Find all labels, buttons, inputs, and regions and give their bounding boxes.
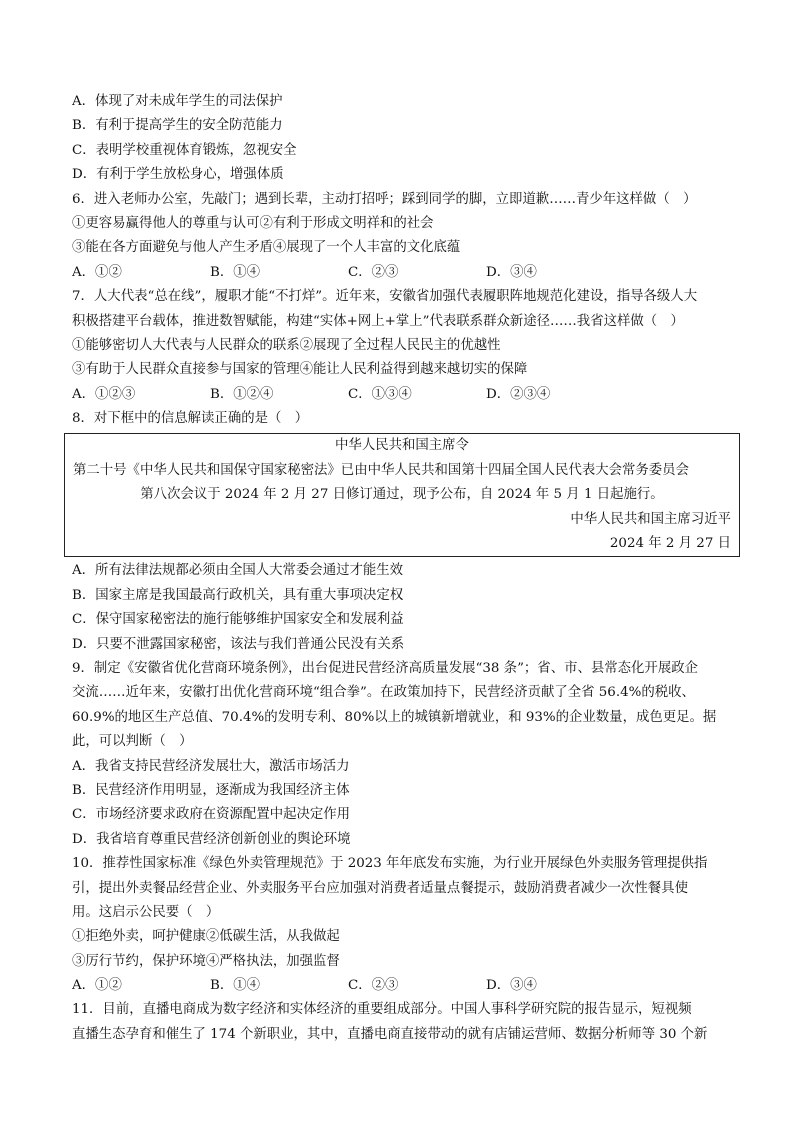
statement-line: ①拒绝外卖，呵护健康②低碳生活，从我做起 xyxy=(72,929,340,945)
answer-options xyxy=(72,261,732,285)
question-stem: 交流……近年来，安徽打出优化营商环境“组合拳”。在政策加持下，民营经济贡献了全省 56.4%的税收、 xyxy=(72,685,695,701)
question-stem: 用。这启示公民要（ ） xyxy=(72,904,220,920)
question-stem: 8．对下框中的信息解读正确的是（ ） xyxy=(72,411,309,427)
option-d: D．③④ xyxy=(486,264,537,280)
option-line: D．我省培育尊重民营经济创新创业的舆论环境 xyxy=(72,831,351,847)
statement-line: ①更容易赢得他人的尊重与认可②有利于形成文明祥和的社会 xyxy=(72,215,434,231)
option-a: A．①② xyxy=(72,978,122,994)
question-stem: 11．目前，直播电商成为数字经济和实体经济的重要组成部分。中国人事科学研究院的报告显示，短视频 xyxy=(72,1002,692,1018)
decree-date: 2024 年 2 月 27 日 xyxy=(609,536,731,552)
question-stem: 引，提出外卖餐品经营企业、外卖服务平台应加强对消费者适量点餐提示，鼓励消费者减少一次性餐具使 xyxy=(72,880,688,896)
question-stem: 9．制定《安徽省优化营商环境条例》，出台促进民营经济高质量发展“38 条”；省、市、县常态化开展政企 xyxy=(72,660,698,676)
statement-line: ①能够密切人大代表与人民群众的联系②展现了全过程人民民主的优越性 xyxy=(72,337,501,353)
question-stem: 60.9%的地区生产总值、70.4%的发明专利、80%以上的城镇新增就业，和 93%的企业数量，成色更足。据 xyxy=(72,709,717,725)
decree-title: 中华人民共和国主席令 xyxy=(335,438,469,454)
decree-text: 第二十号《中华人民共和国保守国家秘密法》已由中华人民共和国第十四届全国人民代表大会常务委员会 xyxy=(73,462,689,478)
option-line: C．保守国家秘密法的施行能够维护国家安全和发展利益 xyxy=(72,612,404,628)
option-line: B．有利于提高学生的安全防范能力 xyxy=(72,118,283,134)
question-5-options xyxy=(72,90,732,188)
option-line: A．体现了对未成年学生的司法保护 xyxy=(72,94,283,109)
option-line: A．所有法律法规都必须由全国人大常委会通过才能生效 xyxy=(72,563,404,579)
option-line: C．表明学校重视体育锻炼，忽视安全 xyxy=(72,142,297,158)
question-7 xyxy=(72,285,732,407)
question-6 xyxy=(72,188,732,286)
statement-line: ③有助于人民群众直接参与国家的管理④能让人民利益得到越来越切实的保障 xyxy=(72,362,528,378)
answer-options xyxy=(72,974,732,998)
statement-line: ③厉行节约，保护环境④严格执法，加强监督 xyxy=(72,953,340,969)
decree-box xyxy=(64,433,740,557)
option-a: A．①② xyxy=(72,264,122,280)
option-a: A．①②③ xyxy=(72,386,136,402)
statement-line: ③能在各方面避免与他人产生矛盾④展现了一个人丰富的文化底蕴 xyxy=(72,240,461,256)
option-b: B．①②④ xyxy=(210,386,274,402)
option-line: C．市场经济要求政府在资源配置中起决定作用 xyxy=(72,807,351,823)
decree-signer: 中华人民共和国主席习近平 xyxy=(570,511,731,527)
question-stem: 6．进入老师办公室，先敲门；遇到长辈，主动打招呼；踩到同学的脚，立即道歉……青少年这样做（ ） xyxy=(72,191,697,207)
question-stem: 此，可以判断（ ） xyxy=(72,734,193,750)
option-d: D．②③④ xyxy=(486,386,551,402)
option-b: B．①④ xyxy=(210,978,261,994)
option-c: C．①③④ xyxy=(348,386,412,402)
answer-options xyxy=(72,383,732,407)
question-stem: 直播生态孕育和催生了 174 个新职业，其中，直播电商直接带动的就有店铺运营师、数据分析师等 30 个新 xyxy=(72,1026,708,1042)
option-line: D．只要不泄露国家秘密，该法与我们普通公民没有关系 xyxy=(72,636,405,652)
option-line: B．民营经济作用明显，逐渐成为我国经济主体 xyxy=(72,782,350,798)
question-stem: 积极搭建平台载体，推进数智赋能，构建“实体+网上+掌上”代表联系群众新途径……我省这样做（ ） xyxy=(72,313,684,329)
option-d: D．③④ xyxy=(486,978,537,994)
decree-text: 第八次会议于 2024 年 2 月 27 日修订通过，现予公布，自 2024 年 5 月 1 日起施行。 xyxy=(140,487,664,503)
question-11 xyxy=(72,998,732,1047)
question-8 xyxy=(72,407,732,657)
option-line: D．有利于学生放松身心，增强体质 xyxy=(72,167,284,183)
exam-page xyxy=(72,90,732,1047)
option-line: A．我省支持民营经济发展壮大，激活市场活力 xyxy=(72,758,350,774)
option-b: B．①④ xyxy=(210,264,261,280)
option-c: C．②③ xyxy=(348,978,399,994)
option-c: C．②③ xyxy=(348,264,399,280)
question-stem: 7．人大代表“总在线”，履职才能“不打烊”。近年来，安徽省加强代表履职阵地规范化建设，指导各级人大 xyxy=(72,289,698,305)
option-line: B．国家主席是我国最高行政机关，具有重大事项决定权 xyxy=(72,587,404,603)
question-10 xyxy=(72,852,732,998)
question-stem: 10．推荐性国家标准《绿色外卖管理规范》于 2023 年年底发布实施，为行业开展绿色外卖服务管理提供指 xyxy=(72,856,708,872)
question-9 xyxy=(72,657,732,852)
